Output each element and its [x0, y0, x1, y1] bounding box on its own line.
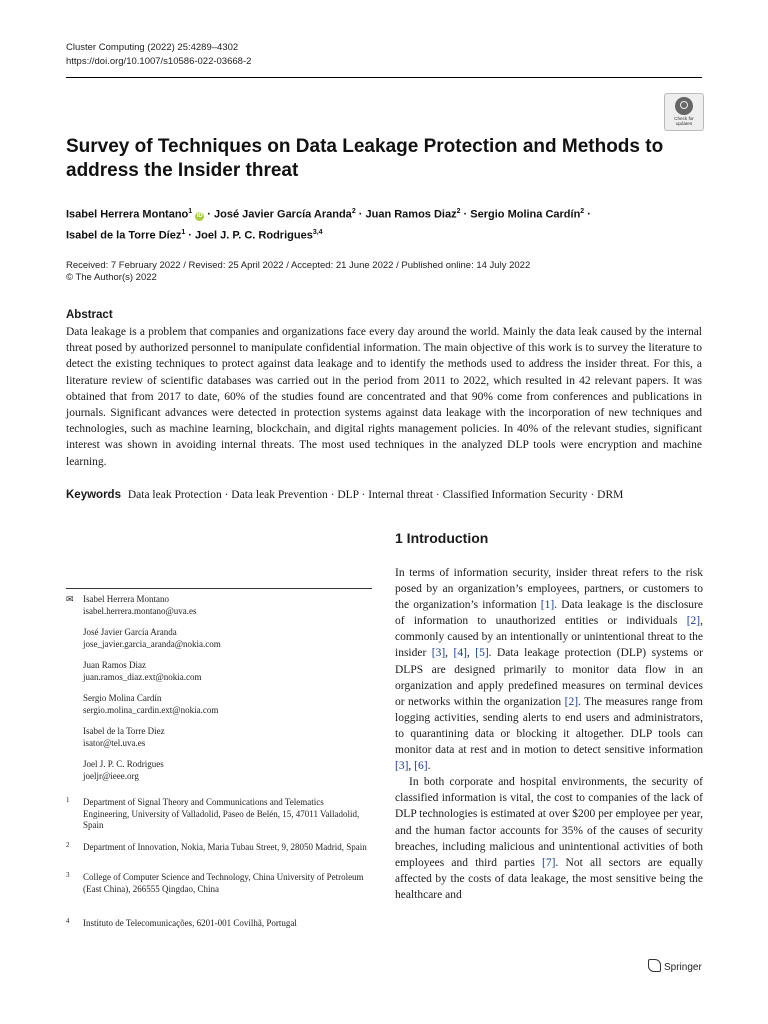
keywords-label: Keywords	[66, 489, 121, 501]
author-name[interactable]: Isabel Herrera Montano	[66, 208, 189, 221]
author-email[interactable]: jose_javier.garcia_aranda@nokia.com	[83, 638, 221, 649]
citation-link[interactable]: [6]	[414, 760, 428, 773]
introduction-body	[395, 565, 703, 903]
check-for-updates-badge[interactable]	[664, 93, 704, 131]
check-updates-label: Check for updates	[674, 116, 694, 126]
author-email[interactable]: joeljr@ieee.org	[83, 770, 139, 781]
check-updates-icon	[675, 97, 693, 115]
author-name[interactable]: Joel J. P. C. Rodrigues	[195, 229, 313, 242]
orcid-icon[interactable]: iD	[196, 212, 203, 219]
author-note-name: Sergio Molina Cardín	[83, 693, 162, 703]
affiliation-number: 1	[66, 796, 70, 804]
publisher-logo	[648, 959, 702, 975]
author-note-name: José Javier García Aranda	[83, 627, 177, 637]
citation-link[interactable]: [1]	[540, 599, 555, 612]
keywords-list: Data leak Protection · Data leak Prevention · DLP · Internal threat · Classified Information Security · DRM	[127, 489, 624, 501]
affiliation-text: Instituto de Telecomunicações, 6201-001 Covilhã, Portugal	[83, 918, 297, 928]
intro-paragraph-2: In both corporate and hospital environments, the security of classified information is vital, the cost to companies of the lack of DLP technologies is estimated at over $200 per employee per year, and the human factor accounts for 35% of the causes of security breaches, including malicious and unintentional activities of both employees and third parties [7]. Not all sectors are equally affected by the costs of data leakage, the most sensitive being the healthcare and	[395, 776, 703, 901]
author-name[interactable]: Sergio Molina Cardín	[470, 208, 581, 221]
citation-link[interactable]: [5]	[475, 647, 489, 660]
affiliation-text: Department of Innovation, Nokia, Maria Tubau Street, 9, 28050 Madrid, Spain	[83, 842, 367, 852]
author-note-name: Isabel Herrera Montano	[83, 594, 169, 604]
date-history: Received: 7 February 2022 / Revised: 25 April 2022 / Accepted: 21 June 2022 / Published online: 14 July 2022	[66, 260, 531, 271]
publication-dates	[66, 260, 530, 284]
author-note-name: Juan Ramos Diaz	[83, 660, 146, 670]
publisher-name: Springer	[664, 962, 702, 973]
springer-horse-icon	[648, 959, 661, 972]
citation-link[interactable]: [2]	[564, 695, 579, 708]
paper-title: Survey of Techniques on Data Leakage Protection and Methods to address the Insider threat	[66, 136, 664, 181]
journal-header	[66, 41, 251, 69]
keywords	[66, 487, 706, 503]
affiliation-number: 2	[66, 841, 70, 849]
author-email[interactable]: isabel.herrera.montano@uva.es	[83, 605, 197, 616]
author-name[interactable]: Isabel de la Torre Díez	[66, 229, 182, 242]
author-email[interactable]: juan.ramos_diaz.ext@nokia.com	[83, 671, 202, 682]
journal-citation: Cluster Computing (2022) 25:4289–4302	[66, 42, 239, 53]
citation-link[interactable]: [2]	[686, 615, 701, 628]
author-email[interactable]: isator@tel.uva.es	[83, 737, 146, 748]
author-note-name: Joel J. P. C. Rodrigues	[83, 759, 164, 769]
citation-link[interactable]: [4]	[453, 647, 467, 660]
author-email[interactable]: sergio.molina_cardin.ext@nokia.com	[83, 704, 219, 715]
citation-link[interactable]: [7]	[542, 856, 556, 869]
author-note-name: Isabel de la Torre Diez	[83, 726, 165, 736]
affiliation-number: 4	[66, 917, 70, 925]
mail-icon: ✉	[66, 594, 74, 604]
footnote-rule	[66, 588, 372, 589]
doi-link[interactable]: https://doi.org/10.1007/s10586-022-03668-2	[66, 56, 252, 67]
affiliation-text: Department of Signal Theory and Communications and Telematics Engineering, University of Valladolid, Paseo de Belén, 15, 47011 Valladolid, Spain	[83, 797, 360, 830]
intro-paragraph-1: In terms of information security, insider threat refers to the risk posed by an organization’s employees, partners, or customers to the organization’s information [1]. Data leakage is the disclosure of information to unauthorized entities or individuals [2], commonly caused by an intentionally or unintentional threat to the insider [3], [4], [5]. Data leakage protection (DLP) systems or DLPS are designed primarily to monitor data flow in an organization and apply predefined measures on terminal devices or networks within the organization [2]. The measures range from logging activities, sending alerts to end users and administrators, to quarantining data or blocking it altogether. DLP tools can monitor data at rest and in motion to detect sensitive information [3], [6].	[395, 567, 704, 773]
author-name[interactable]: José Javier García Aranda	[214, 208, 352, 221]
author-name[interactable]: Juan Ramos Diaz	[365, 208, 457, 221]
abstract-heading: Abstract	[66, 309, 113, 321]
citation-link[interactable]: [3]	[431, 647, 446, 660]
affiliation-number: 3	[66, 871, 70, 879]
affiliation-text: College of Computer Science and Technology, China University of Petroleum (East China), 266555 Qingdao, China	[83, 872, 364, 894]
author-list: Isabel Herrera Montano$^1$ iD · José Javier García Aranda$^2$ · Juan Ramos Diaz$^2$ · Sergio Molina Cardín$^2$ · Isabel de la Torre Díez$^1$ · Joel J. P. C. Rodrigues$^{3,4}$	[66, 208, 591, 242]
header-rule	[66, 77, 702, 78]
abstract-text: Data leakage is a problem that companies and organizations face every day around the world. Mainly the data leak caused by the internal threat posed by authorized personnel to manipulate confidential information. The main objective of this work is to survey the literature to detect the existing techniques to protect against data leakage and to identify the methods used to address the insider threat. For this, a literature review of scientific databases was carried out in the period from 2011 to 2022, which resulted in 42 relevant papers. It was obtained that from 2017 to date, 60% of the studies found are concentrated and that 90% come from conferences and publications in journals. Significant advances were detected in protection systems against data leakage with the incorporation of new techniques and technologies, such as machine learning, blockchain, and digital rights management policies. In 40% of the relevant studies, significant interest was shown in avoiding internal threats. The most used techniques in the analyzed DLP tools were encryption and machine learning.	[66, 326, 702, 468]
citation-link[interactable]: [3]	[395, 760, 409, 773]
copyright: © The Author(s) 2022	[66, 272, 157, 283]
section-heading-introduction: 1 Introduction	[395, 530, 489, 546]
